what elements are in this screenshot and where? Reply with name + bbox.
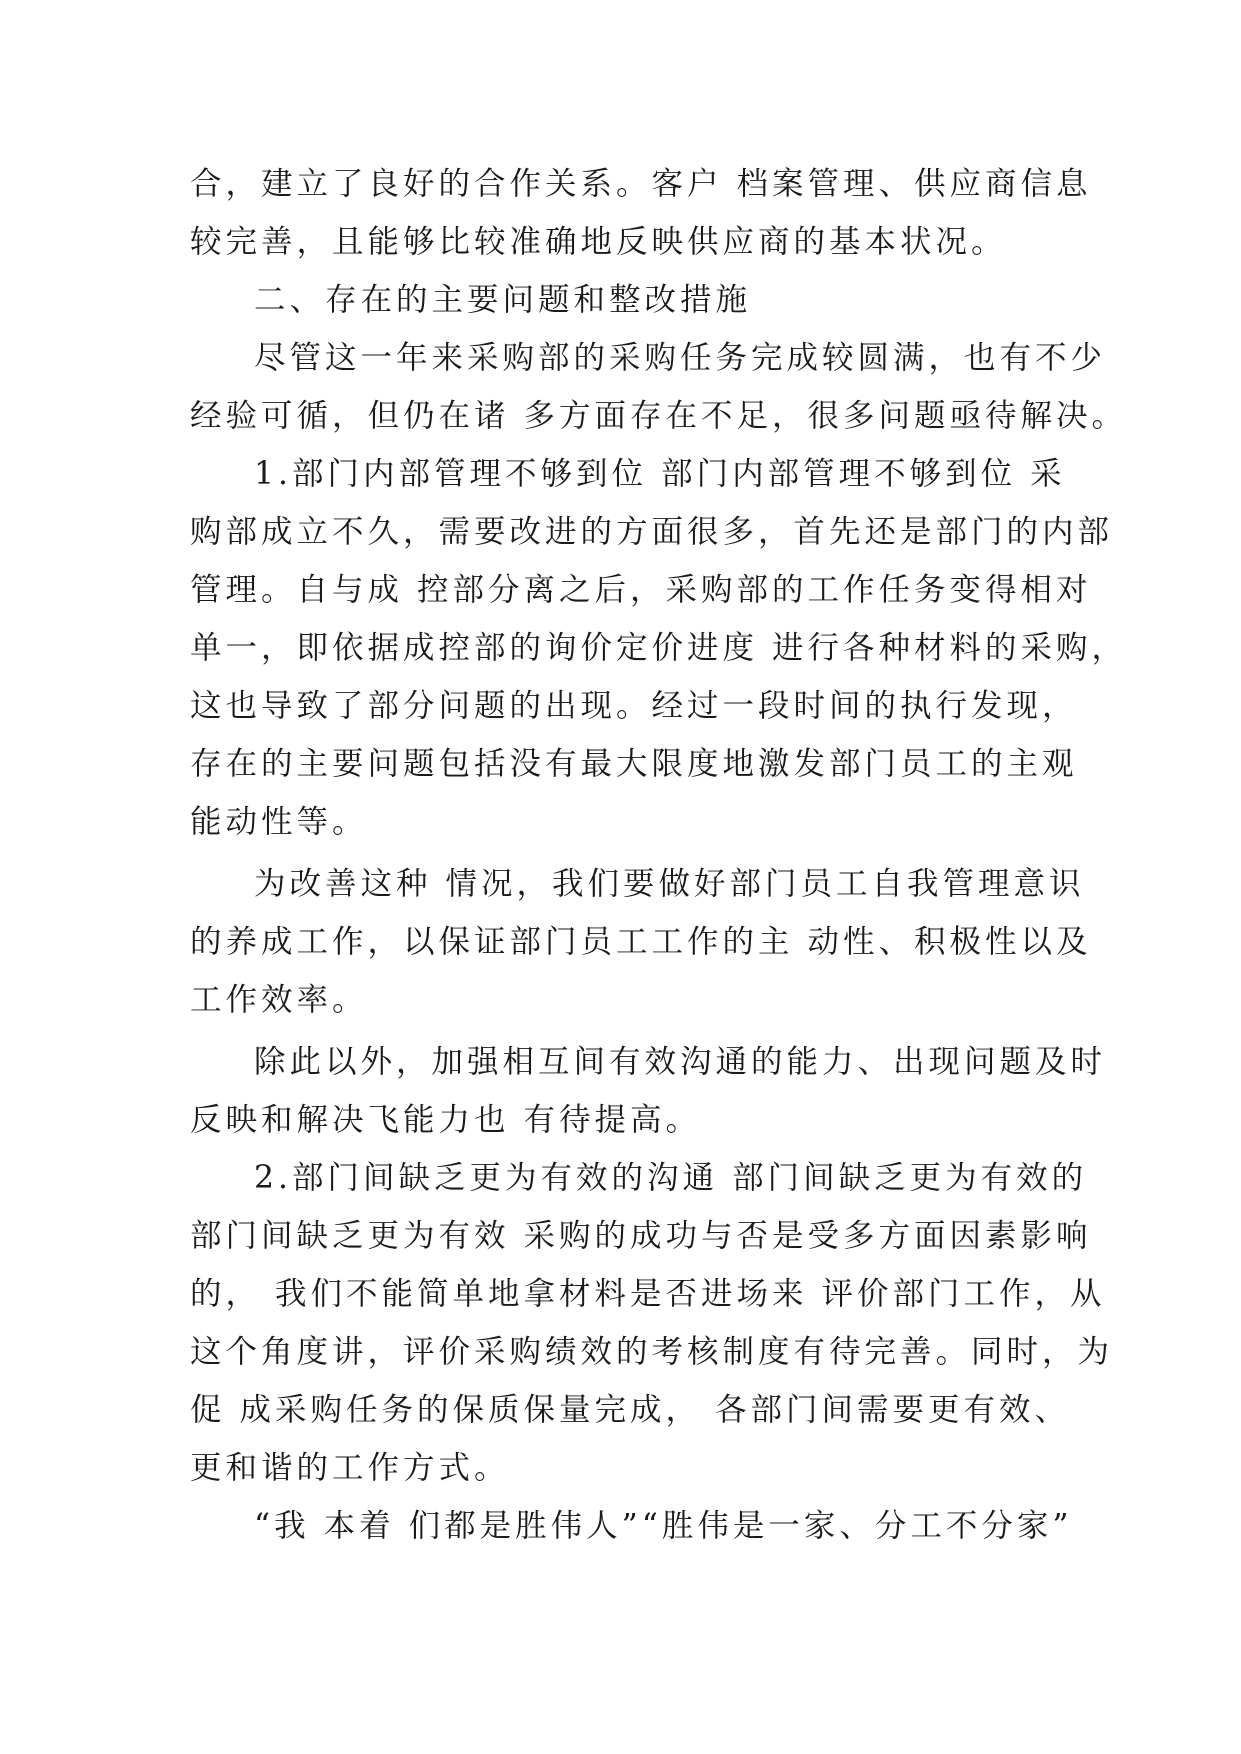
text-line: 合，建立了良好的合作关系。客户 档案管理、供应商信息 xyxy=(190,166,1092,202)
text-line: 能动性等。 xyxy=(190,804,368,840)
subsection-heading: 2.部门间缺乏更为有效的沟通 部门间缺乏更为有效的 xyxy=(254,1160,1088,1196)
text-line: 这也导致了部分问题的出现。经过一段时间的执行发现， xyxy=(190,688,1078,724)
text-line: 更和谐的工作方式。 xyxy=(190,1450,510,1486)
text-line: 的， 我们不能简单地拿材料是否进场来 评价部门工作，从 xyxy=(190,1276,1106,1312)
text-line: 为改善这种 情况，我们要做好部门员工自我管理意识 xyxy=(254,866,1085,902)
text-line: 单一，即依据成控部的询价定价进度 进行各种材料的采购， xyxy=(190,630,1128,666)
text-line: 经验可循，但仍在诸 多方面存在不足，很多问题亟待解决。 xyxy=(190,398,1128,434)
text-line: 购部成立不久，需要改进的方面很多，首先还是部门的内部 xyxy=(190,514,1114,550)
text-line: 尽管这一年来采购部的采购任务完成较圆满，也有不少 xyxy=(254,340,1107,376)
text-line: 部门间缺乏更为有效 采购的成功与否是受多方面因素影响 xyxy=(190,1218,1092,1254)
text-line: 这个角度讲，评价采购绩效的考核制度有待完善。同时，为 xyxy=(190,1334,1114,1370)
text-line: 管理。自与成 控部分离之后，采购部的工作任务变得相对 xyxy=(190,572,1092,608)
text-line: 存在的主要问题包括没有最大限度地激发部门员工的主观 xyxy=(190,746,1078,782)
text-line: 的养成工作，以保证部门员工工作的主 动性、积极性以及 xyxy=(190,924,1092,960)
text-line: “我 本着 们都是胜伟人”“胜伟是一家、分工不分家” xyxy=(254,1508,1073,1544)
subsection-heading: 1.部门内部管理不够到位 部门内部管理不够到位 采 xyxy=(254,456,1066,492)
text-line: 除此以外，加强相互间有效沟通的能力、出现问题及时 xyxy=(254,1044,1107,1080)
text-line: 工作效率。 xyxy=(190,982,368,1018)
section-heading: 二、存在的主要问题和整改措施 xyxy=(254,282,752,318)
text-line: 较完善，且能够比较准确地反映供应商的基本状况。 xyxy=(190,224,1007,260)
text-line: 促 成采购任务的保质保量完成， 各部门间需要更有效、 xyxy=(190,1392,1071,1428)
text-line: 反映和解决飞能力也 有待提高。 xyxy=(190,1102,702,1138)
